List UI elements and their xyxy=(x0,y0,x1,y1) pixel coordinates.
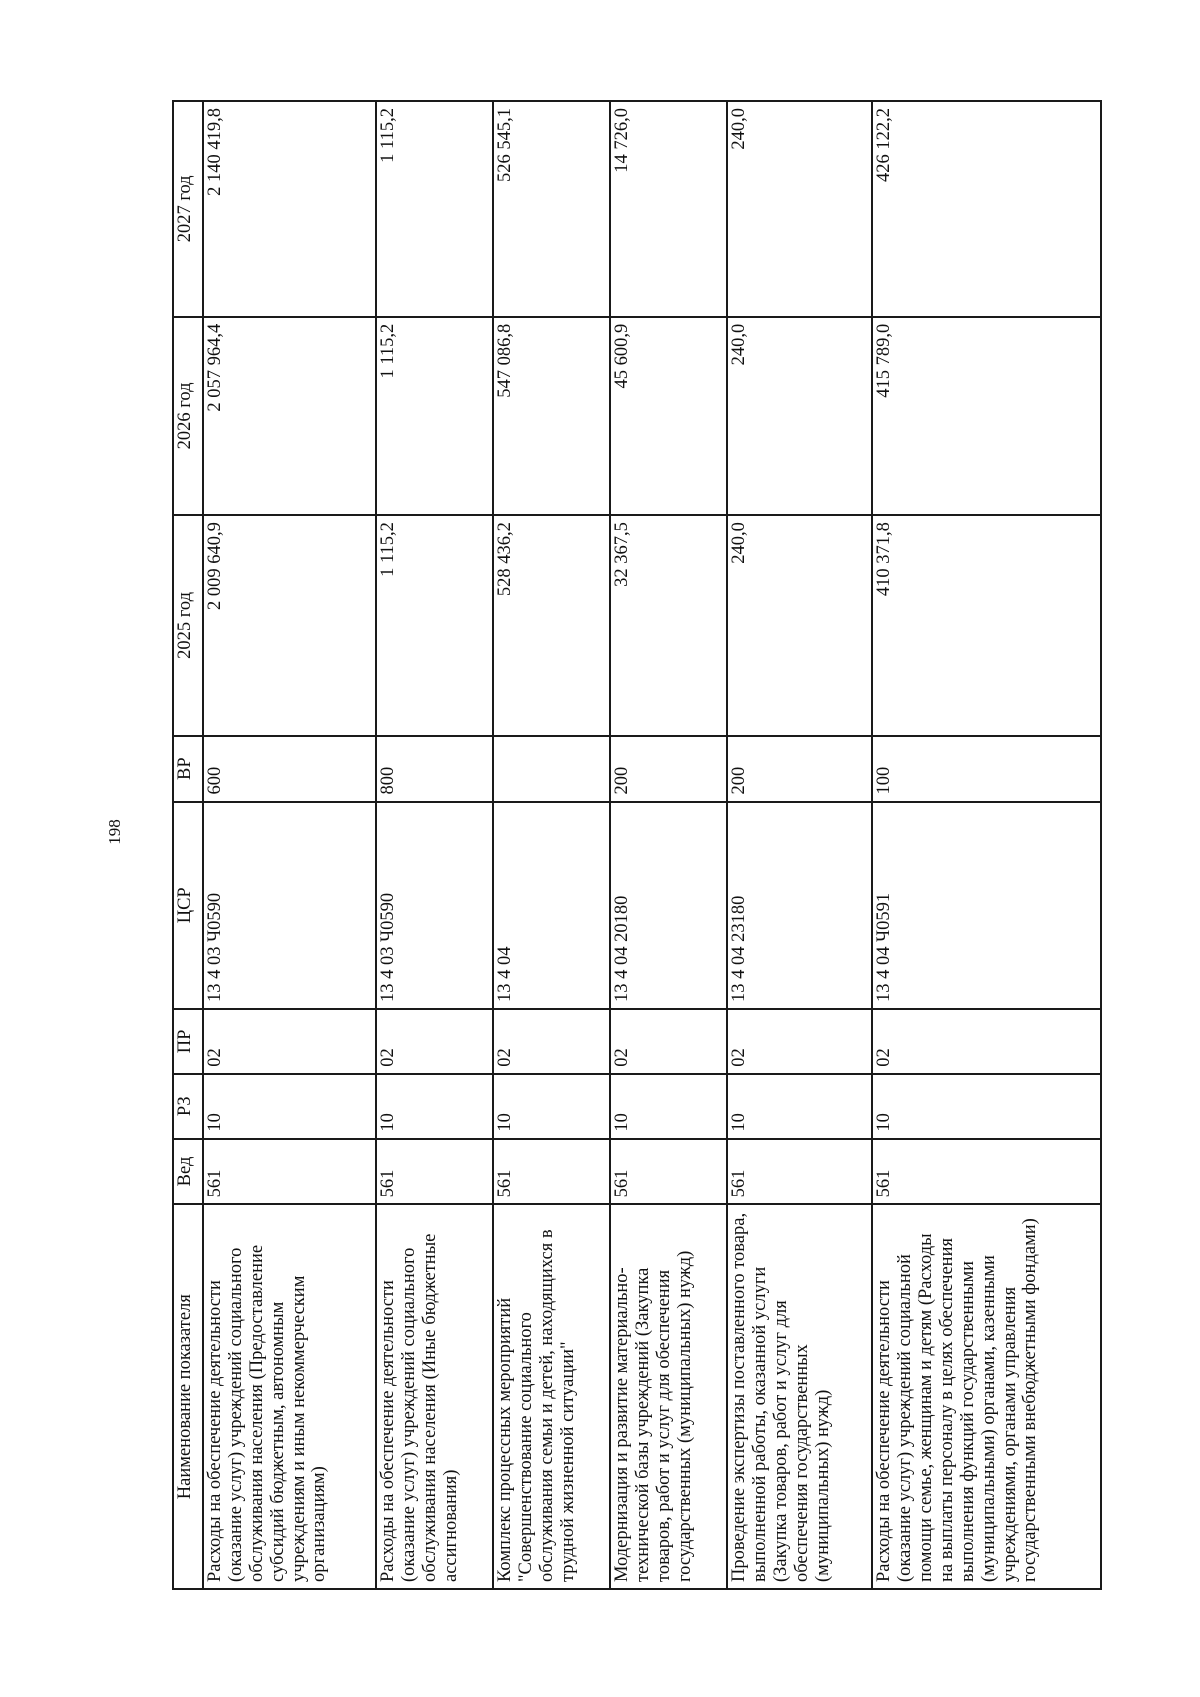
row-vr: 200 xyxy=(610,736,727,802)
row-name: Расходы на обеспечение деятельности (оказание услуг) учреждений социального обслуживания населения (Иные бюджетные ассигнования) xyxy=(376,1204,493,1589)
row-2026: 1 115,2 xyxy=(376,317,493,515)
row-pr: 02 xyxy=(493,1009,610,1074)
header-name: Наименование показателя xyxy=(173,1204,203,1589)
row-pr: 02 xyxy=(610,1009,727,1074)
row-rz: 10 xyxy=(872,1074,1101,1139)
header-ved: Вед xyxy=(173,1139,203,1205)
row-2027: 526 545,1 xyxy=(493,101,610,317)
row-2025: 240,0 xyxy=(727,515,872,736)
row-2027: 426 122,2 xyxy=(872,101,1101,317)
row-rz: 10 xyxy=(203,1074,376,1139)
row-2027: 14 726,0 xyxy=(610,101,727,317)
row-vr xyxy=(493,736,610,802)
table-row xyxy=(872,101,1101,1589)
row-vr: 100 xyxy=(872,736,1101,802)
row-2026: 415 789,0 xyxy=(872,317,1101,515)
header-vr: ВР xyxy=(173,736,203,802)
header-2025: 2025 год xyxy=(173,515,203,736)
row-csr: 13 4 04 xyxy=(493,802,610,1010)
page-number: 198 xyxy=(105,819,124,845)
row-csr: 13 4 04 Ч0591 xyxy=(872,802,1101,1010)
header-csr: ЦСР xyxy=(173,802,203,1010)
row-2026: 45 600,9 xyxy=(610,317,727,515)
row-name: Проведение экспертизы поставленного товара, выполненной работы, оказанной услуги (Закупка товаров, работ и услуг для обеспечения государственных (муниципальных) нужд) xyxy=(727,1204,872,1589)
row-vr: 800 xyxy=(376,736,493,802)
header-2026: 2026 год xyxy=(173,317,203,515)
row-ved: 561 xyxy=(727,1139,872,1205)
header-rz: РЗ xyxy=(173,1074,203,1139)
row-2025: 528 436,2 xyxy=(493,515,610,736)
row-pr: 02 xyxy=(727,1009,872,1074)
row-2026: 2 057 964,4 xyxy=(203,317,376,515)
table-row xyxy=(727,101,872,1589)
row-csr: 13 4 03 Ч0590 xyxy=(203,802,376,1010)
table-row xyxy=(203,101,376,1589)
row-2025: 1 115,2 xyxy=(376,515,493,736)
row-vr: 600 xyxy=(203,736,376,802)
row-name: Расходы на обеспечение деятельности (оказание услуг) учреждений социального обслуживания населения (Предоставление субсидий бюджетным, автономным учреждениям и иным некоммерческим организациям) xyxy=(203,1204,376,1589)
row-name: Комплекс процессных мероприятий "Совершенствование социального обслуживания семьи и детей, находящихся в трудной жизненной ситуации" xyxy=(493,1204,610,1589)
row-csr: 13 4 04 20180 xyxy=(610,802,727,1010)
row-csr: 13 4 03 Ч0590 xyxy=(376,802,493,1010)
row-vr: 200 xyxy=(727,736,872,802)
rotated-table-container xyxy=(172,100,1102,1590)
row-2026: 547 086,8 xyxy=(493,317,610,515)
row-pr: 02 xyxy=(872,1009,1101,1074)
row-ved: 561 xyxy=(610,1139,727,1205)
table-row xyxy=(493,101,610,1589)
row-pr: 02 xyxy=(203,1009,376,1074)
row-2026: 240,0 xyxy=(727,317,872,515)
header-pr: ПР xyxy=(173,1009,203,1074)
header-2027: 2027 год xyxy=(173,101,203,317)
row-ved: 561 xyxy=(203,1139,376,1205)
row-2025: 2 009 640,9 xyxy=(203,515,376,736)
row-2027: 1 115,2 xyxy=(376,101,493,317)
row-name: Модернизация и развитие материально-технической базы учреждений (Закупка товаров, работ и услуг для обеспечения государственных (муниципальных) нужд) xyxy=(610,1204,727,1589)
budget-table xyxy=(172,100,1102,1590)
row-rz: 10 xyxy=(727,1074,872,1139)
row-2027: 2 140 419,8 xyxy=(203,101,376,317)
row-ved: 561 xyxy=(872,1139,1101,1205)
row-2025: 32 367,5 xyxy=(610,515,727,736)
row-rz: 10 xyxy=(610,1074,727,1139)
row-ved: 561 xyxy=(376,1139,493,1205)
row-name: Расходы на обеспечение деятельности (оказание услуг) учреждений социальной помощи семье, женщинам и детям (Расходы на выплаты персоналу в целях обеспечения выполнения функций государственными (муниципальными) органами, казенными учреждениями, органами управления государственными внебюджетными фондами) xyxy=(872,1204,1101,1589)
row-2025: 410 371,8 xyxy=(872,515,1101,736)
row-rz: 10 xyxy=(376,1074,493,1139)
table-header-row xyxy=(173,101,203,1589)
row-pr: 02 xyxy=(376,1009,493,1074)
row-2027: 240,0 xyxy=(727,101,872,317)
table-row xyxy=(610,101,727,1589)
table-row xyxy=(376,101,493,1589)
row-rz: 10 xyxy=(493,1074,610,1139)
row-ved: 561 xyxy=(493,1139,610,1205)
row-csr: 13 4 04 23180 xyxy=(727,802,872,1010)
